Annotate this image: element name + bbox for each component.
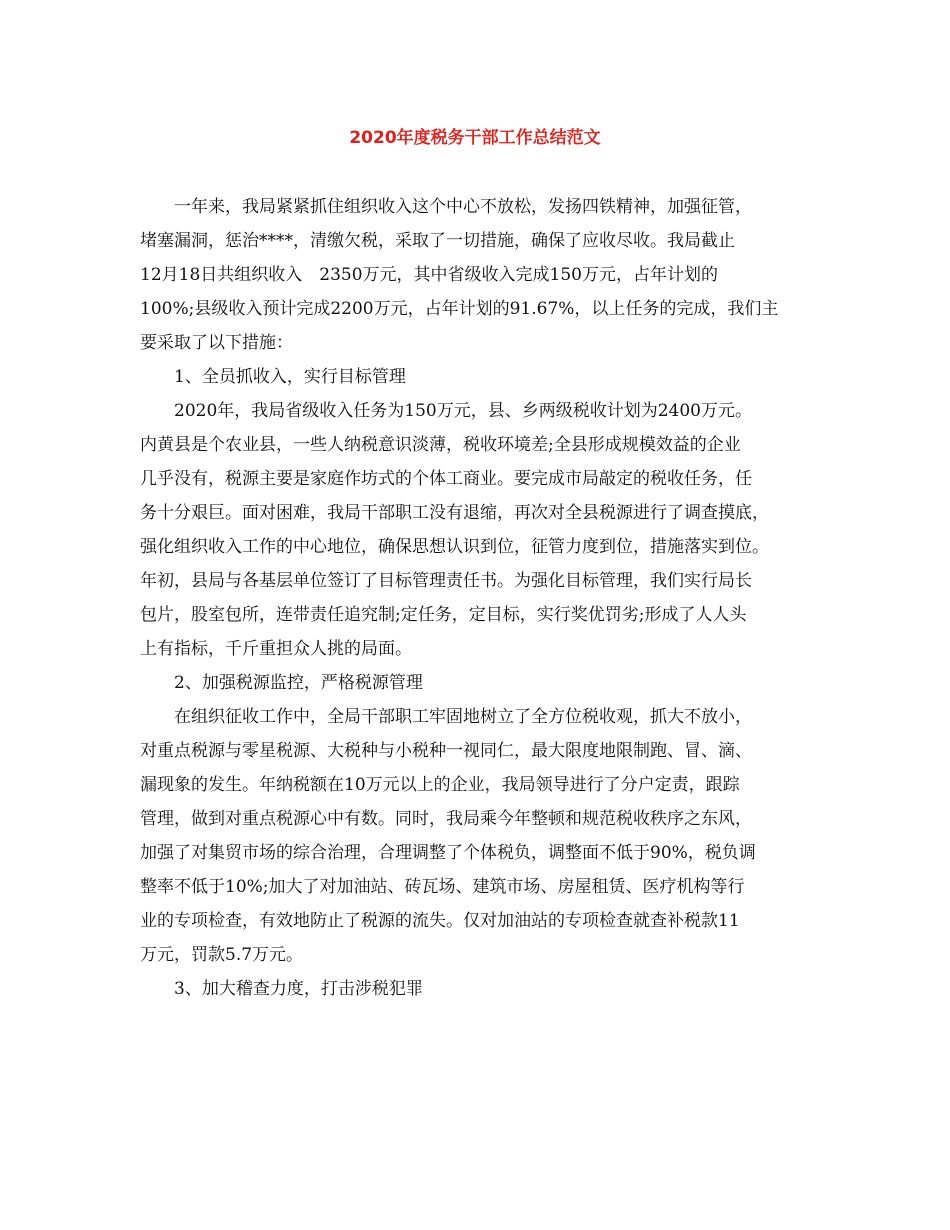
- body-line: 在组织征收工作中，全局干部职工牢固地树立了全方位税收观，抓大不放小，: [174, 707, 752, 727]
- body-line: 业的专项检查，有效地防止了税源的流失。仅对加油站的专项检查就查补税款11: [140, 911, 740, 931]
- body-line: 堵塞漏洞，惩治****，清缴欠税，采取了一切措施，确保了应收尽收。我局截止: [140, 231, 735, 251]
- document-title: 2020年度税务干部工作总结范文: [349, 128, 601, 148]
- body-line: 加强了对集贸市场的综合治理，合理调整了个体税负，调整面不低于90%，税负调: [140, 843, 756, 863]
- body-line: 12月18日共组织收入 2350万元，其中省级收入完成150万元，占年计划的: [140, 265, 718, 285]
- body-line: 万元，罚款5.7万元。: [140, 945, 304, 965]
- body-line: 整率不低于10%;加大了对加油站、砖瓦场、建筑市场、房屋租赁、医疗机构等行: [140, 877, 745, 897]
- body-line: 包片，股室包所，连带责任追究制;定任务，定目标，实行奖优罚劣;形成了人人头: [140, 605, 747, 625]
- body-line: 1、全员抓收入，实行目标管理: [174, 367, 406, 387]
- body-line: 漏现象的发生。年纳税额在10万元以上的企业，我局领导进行了分户定责，跟踪: [140, 775, 740, 795]
- body-line: 务十分艰巨。面对困难，我局干部职工没有退缩，再次对全县税源进行了调查摸底，: [140, 503, 769, 523]
- body-line: 2020年，我局省级收入任务为150万元，县、乡两级税收计划为2400万元。: [174, 401, 752, 421]
- body-line: 对重点税源与零星税源、大税种与小税种一视同仁，最大限度地限制跑、冒、滴、: [140, 741, 752, 761]
- body-line: 一年来，我局紧紧抓住组织收入这个中心不放松，发扬四铁精神，加强征管，: [174, 197, 752, 217]
- document-body: [140, 190, 830, 1006]
- body-line: 3、加大稽查力度，打击涉税犯罪: [174, 979, 423, 999]
- body-line: 强化组织收入工作的中心地位，确保思想认识到位，征管力度到位，措施落实到位。: [140, 537, 769, 557]
- body-line: 要采取了以下措施：: [140, 333, 293, 353]
- body-line: 100%;县级收入预计完成2200万元，占年计划的91.67%，以上任务的完成，我们主: [140, 299, 779, 319]
- body-line: 年初，县局与各基层单位签订了目标管理责任书。为强化目标管理，我们实行局长: [140, 571, 752, 591]
- body-line: 上有指标，千斤重担众人挑的局面。: [140, 639, 412, 659]
- body-line: 几乎没有，税源主要是家庭作坊式的个体工商业。要完成市局敲定的税收任务，任: [140, 469, 752, 489]
- body-line: 内黄县是个农业县，一些人纳税意识淡薄，税收环境差;全县形成规模效益的企业: [140, 435, 741, 455]
- body-line: 2、加强税源监控，严格税源管理: [174, 673, 423, 693]
- body-line: 管理，做到对重点税源心中有数。同时，我局乘今年整顿和规范税收秩序之东风，: [140, 809, 752, 829]
